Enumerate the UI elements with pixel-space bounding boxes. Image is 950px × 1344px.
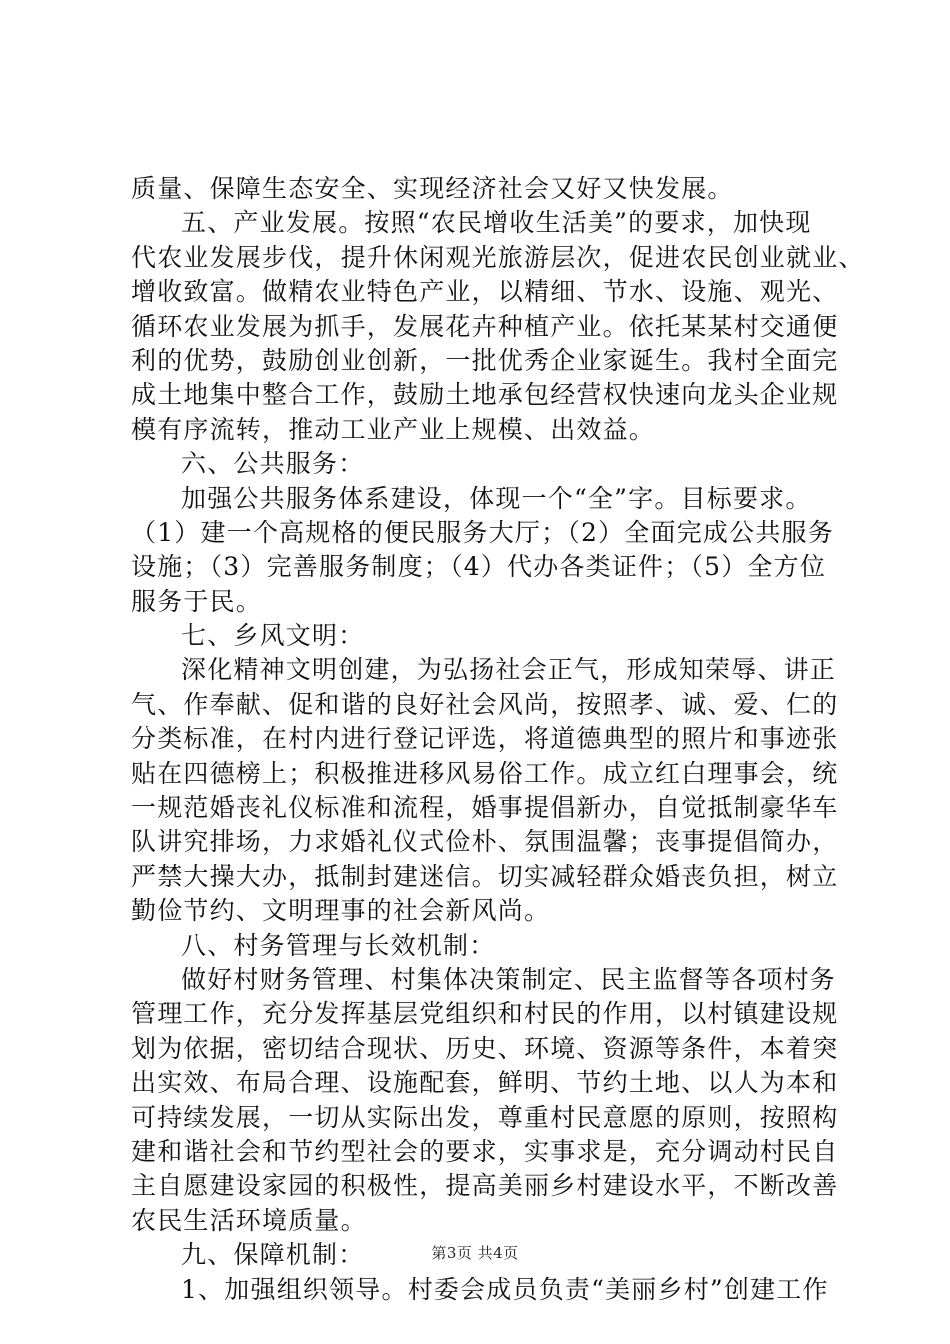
text-line: 模有序流转，推动工业产业上规模、出效益。 <box>131 414 656 444</box>
document-body <box>131 172 865 1307</box>
text-line: 管理工作，充分发挥基层党组织和村民的作用，以村镇建设规 <box>131 999 839 1029</box>
text-line: 质量、保障生态安全、实现经济社会又好又快发展。 <box>131 174 734 203</box>
text-line: 出实效、布局合理、设施配套，鲜明、节约土地、以人为本和 <box>131 1068 839 1098</box>
civility-paragraph-start: 深化精神文明创建，为弘扬社会正气，形成知荣辱、讲正 <box>181 655 837 685</box>
public-service-paragraph-start: 加强公共服务体系建设，体现一个“全”字。目标要求。 <box>181 483 812 513</box>
text-line: 利的优势，鼓励创业创新，一批优秀企业家诞生。我村全面完 <box>131 345 839 375</box>
text-line: 可持续发展，一切从实际出发，尊重村民意愿的原则，按照构 <box>131 1102 839 1132</box>
text-line: 服务于民。 <box>131 586 263 616</box>
section-heading-public-service: 六、公共服务： <box>181 449 365 479</box>
text-line: 增收致富。做精农业特色产业，以精细、节水、设施、观光、 <box>131 277 839 307</box>
text-line: 分类标准，在村内进行登记评选，将道德典型的照片和事迹张 <box>131 724 839 754</box>
text-line: （1）建一个高规格的便民服务大厅；（2）全面完成公共服务 <box>131 517 834 547</box>
text-line: 队讲究排场，力求婚礼仪式俭朴、氛围温馨；丧事提倡简办， <box>131 827 839 857</box>
text-line: 农民生活环境质量。 <box>131 1205 367 1235</box>
section-heading-village-affairs: 八、村务管理与长效机制： <box>181 930 496 960</box>
page-number-footer: 第3页 共4页 <box>431 1244 519 1262</box>
text-line: 严禁大操大办，抵制封建迷信。切实减轻群众婚丧负担，树立 <box>131 861 839 891</box>
text-line: 一规范婚丧礼仪标准和流程，婚事提倡新办，自觉抵制豪华车 <box>131 793 839 823</box>
text-line: 主自愿建设家园的积极性，提高美丽乡村建设水平，不断改善 <box>131 1171 839 1201</box>
text-line: 循环农业发展为抓手，发展花卉种植产业。依托某某村交通便 <box>131 311 839 341</box>
text-line: 成土地集中整合工作，鼓励土地承包经营权快速向龙头企业规 <box>131 380 839 410</box>
text-line: 气、作奉献、促和谐的良好社会风尚，按照孝、诚、爱、仁的 <box>131 689 839 719</box>
text-line: 设施；（3）完善服务制度；（4）代办各类证件；（5）全方位 <box>131 552 827 582</box>
village-affairs-paragraph-start: 做好村财务管理、村集体决策制定、民主监督等各项村务 <box>181 964 837 994</box>
section-heading-civility: 七、乡风文明： <box>181 621 365 651</box>
section-heading-safeguards: 九、保障机制： <box>181 1240 365 1270</box>
text-line: 建和谐社会和节约型社会的要求，实事求是，充分调动村民自 <box>131 1136 839 1166</box>
text-line: 划为依据，密切结合现状、历史、环境、资源等条件，本着突 <box>131 1033 839 1063</box>
text-line: 代农业发展步伐，提升休闲观光旅游层次，促进农民创业就业、 <box>131 242 865 272</box>
text-line: 贴在四德榜上；积极推进移风易俗工作。成立红白理事会，统 <box>131 758 839 788</box>
section-5-paragraph-start: 五、产业发展。按照“农民增收生活美”的要求，加快现 <box>181 208 812 238</box>
text-line: 勤俭节约、文明理事的社会新风尚。 <box>131 896 551 926</box>
safeguards-item-1: 1、加强组织领导。村委会成员负责“美丽乡村”创建工作 <box>181 1274 829 1304</box>
